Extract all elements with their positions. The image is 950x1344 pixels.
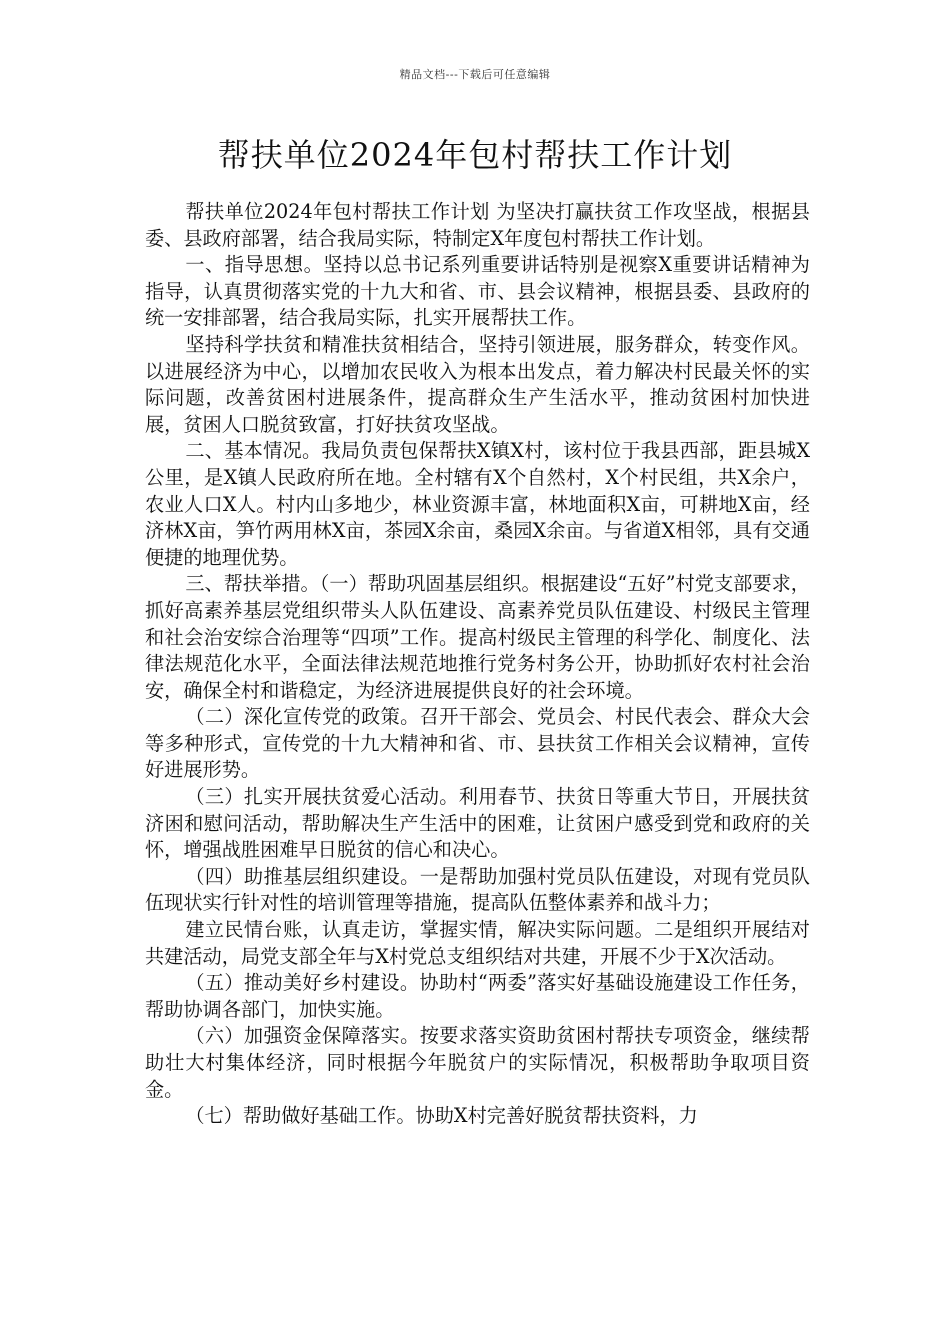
header-note: 精品文档---下载后可任意编辑: [399, 68, 551, 81]
paragraph-measures-4: （四）助推基层组织建设。一是帮助加强村党员队伍建设，对现有党员队伍现状实行针对性的培训管理等措施，提高队伍整体素养和战斗力；: [145, 864, 810, 915]
paragraph-basic-situation: 二、基本情况。我局负责包保帮扶X镇X村，该村位于我县西部，距县城X公里，是X镇人民政府所在地。全村辖有X个自然村，X个村民组，共X余户，农业人口X人。村内山多地少，林业资源丰富，林地面积X亩，可耕地X亩，经济林X亩，笋竹两用林X亩，茶园X余亩，桑园X余亩。与省道X相邻，具有交通便捷的地理优势。: [145, 439, 810, 569]
paragraph-intro: 帮扶单位2024年包村帮扶工作计划 为坚决打赢扶贫工作攻坚战，根据县委、县政府部署，结合我局实际，特制定X年度包村帮扶工作计划。: [145, 200, 810, 250]
paragraph-principles: 坚持科学扶贫和精准扶贫相结合，坚持引领进展，服务群众，转变作风。以进展经济为中心，以增加农民收入为根本出发点，着力解决村民最关怀的实际问题，改善贫困村进展条件，提高群众生产生活水平，推动贫困村加快进展，贫困人口脱贫致富，打好扶贫攻坚战。: [145, 332, 810, 436]
paragraph-measures-4-cont: 建立民情台账，认真走访，掌握实情，解决实际问题。二是组织开展结对共建活动，局党支部全年与X村党总支组织结对共建，开展不少于X次活动。: [145, 918, 810, 968]
paragraph-measures-1: 三、帮扶举措。（一）帮助巩固基层组织。根据建设“五好”村党支部要求，抓好高素养基层党组织带头人队伍建设、高素养党员队伍建设、村级民主管理和社会治安综合治理等“四项”工作。提高村级民主管理的科学化、制度化、法律法规范化水平，全面法律法规范地推行党务村务公开，协助抓好农村社会治安，确保全村和谐稳定，为经济进展提供良好的社会环境。: [145, 572, 810, 702]
paragraph-measures-7: （七）帮助做好基础工作。协助X村完善好脱贫帮扶资料，力: [185, 1104, 698, 1128]
paragraph-measures-6: （六）加强资金保障落实。按要求落实资助贫困村帮扶专项资金，继续帮助壮大村集体经济，同时根据今年脱贫户的实际情况，积极帮助争取项目资金。: [145, 1024, 810, 1101]
paragraph-measures-3: （三）扎实开展扶贫爱心活动。利用春节、扶贫日等重大节日，开展扶贫济困和慰问活动，帮助解决生产生活中的困难，让贫困户感受到党和政府的关怀，增强战胜困难早日脱贫的信心和决心。: [145, 785, 810, 862]
document-title: 帮扶单位2024年包村帮扶工作计划: [217, 136, 733, 174]
paragraph-measures-2: （二）深化宣传党的政策。召开干部会、党员会、村民代表会、群众大会等多种形式，宣传党的十九大精神和省、市、县扶贫工作相关会议精神，宣传好进展形势。: [145, 705, 810, 782]
paragraph-guiding-ideology: 一、指导思想。坚持以总书记系列重要讲话特别是视察X重要讲话精神为指导，认真贯彻落实党的十九大和省、市、县会议精神，根据县委、县政府的统一安排部署，结合我局实际，扎实开展帮扶工作。: [145, 253, 810, 330]
paragraph-measures-5: （五）推动美好乡村建设。协助村“两委”落实好基础设施建设工作任务，帮助协调各部门，加快实施。: [145, 971, 810, 1021]
document-body: [145, 199, 810, 1130]
